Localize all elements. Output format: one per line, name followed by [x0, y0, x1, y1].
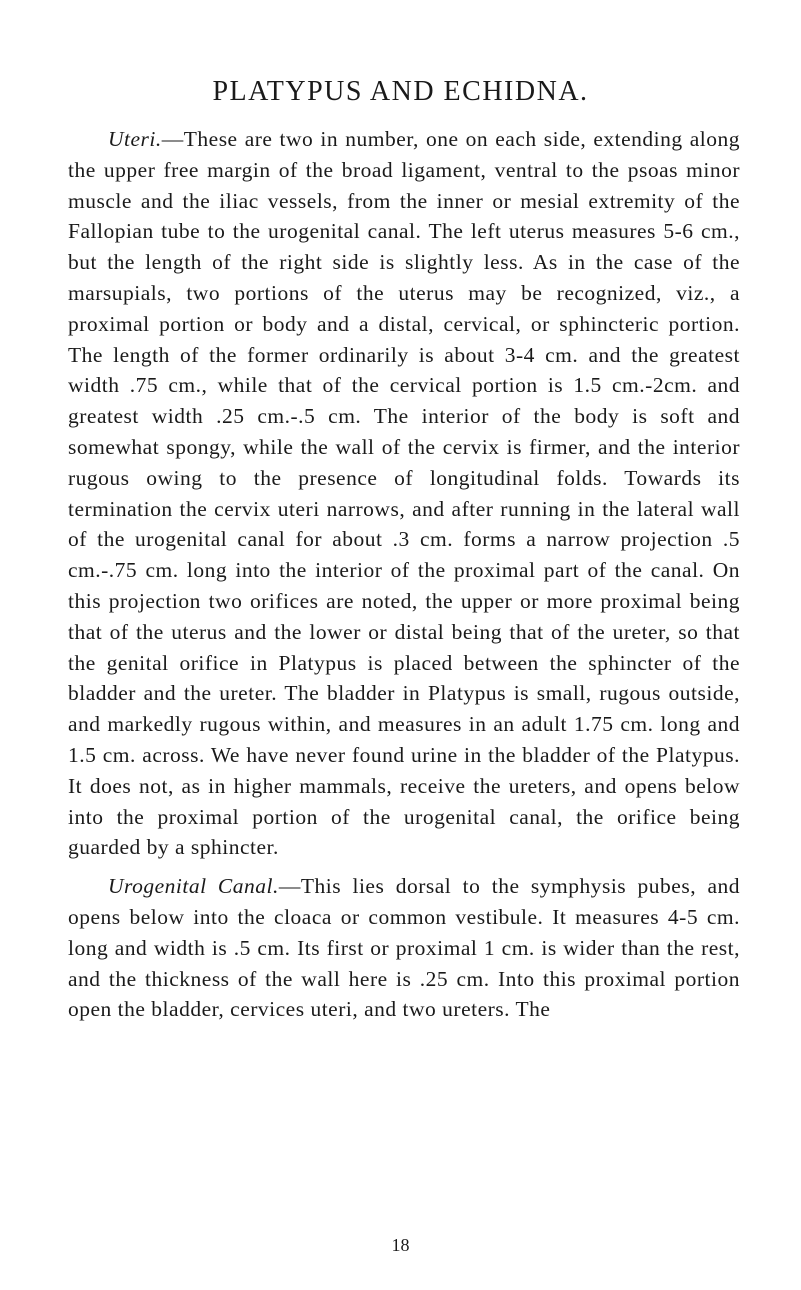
paragraph-lead-urogenital-canal: Urogenital Canal. — [108, 874, 279, 899]
paragraph-urogenital-canal — [68, 871, 740, 1025]
running-head-title: PLATYPUS AND ECHIDNA. — [212, 76, 589, 107]
paragraph-lead-uteri: Uteri. — [108, 127, 162, 151]
paragraph-body-uteri: —These are two in number, one on each side, extending along the upper free margin of the broad ligament, ventral to the psoas minor muscle and the iliac vessels, from the inner or mesial extremity of the Fallopian tube to the urogenital canal. The left uterus measures 5-6 cm., but the length of the right side is slightly less. As in the case of the marsupials, two portions of the uterus may be recognized, viz., a proximal portion or body and a distal, cervical, or sphincteric portion. The length of the former ordinarily is about 3-4 cm. and the greatest width .75 cm., while that of the cervical portion is 1.5 cm.-2cm. and greatest width .25 cm.-.5 cm. The interior of the body is soft and somewhat spongy, while the wall of the cervix is firmer, and the interior rugous owing to the presence of longitudinal folds. Towards its termination the cervix uteri narrows, and after running in the lateral wall of the urogenital canal for about .3 cm. forms a narrow projection .5 cm.-.75 cm. long into the interior of the proximal part of the canal. On this projection two orifices are noted, the upper or more proximal being that of the uterus and the lower or distal being that of the ureter, so that the genital orifice in Platypus is placed between the sphincter of the bladder and the ureter. The bladder in Platypus is small, rugous outside, and markedly rugous within, and measures in an adult 1.75 cm. long and 1.5 cm. across. We have never found urine in the bladder of the Platypus. It does not, as in higher mammals, receive the ureters, and opens below into the proximal portion of the urogenital canal, the orifice being guarded by a sphincter. — [68, 127, 740, 860]
paragraph-body-urogenital-canal: —This lies dorsal to the symphysis pubes, and opens below into the cloaca or common vestibule. It measures 4-5 cm. long and width is .5 cm. Its first or proximal 1 cm. is wider than the rest, and the thickness of the wall here is .25 cm. Into this proximal portion open the bladder, cervices uteri, and two ureters. The — [68, 874, 740, 1022]
paragraph-uteri — [68, 124, 740, 863]
body-text — [68, 124, 740, 1025]
page-number: 18 — [391, 1235, 410, 1255]
